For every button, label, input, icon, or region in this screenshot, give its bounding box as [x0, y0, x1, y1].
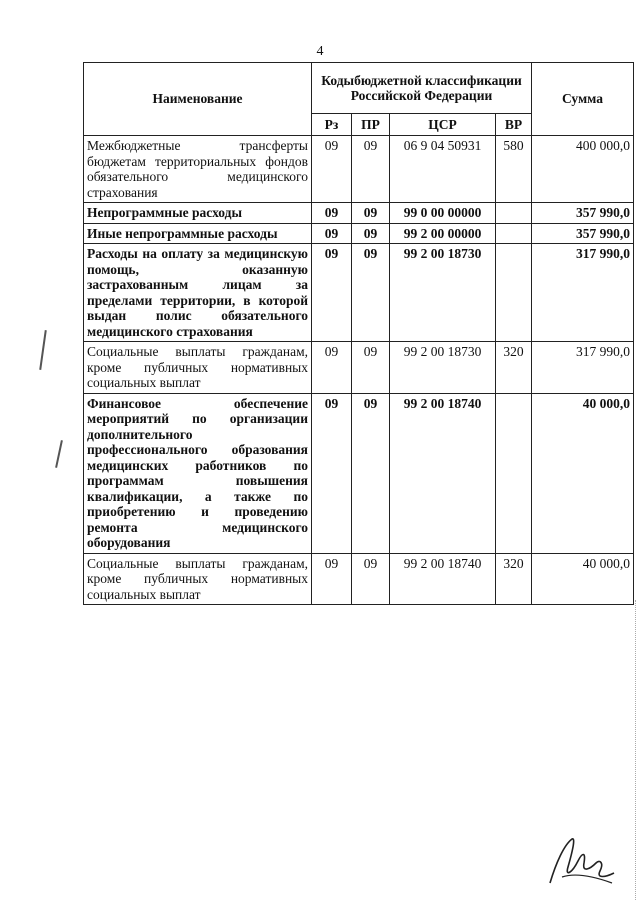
row-name: Социальные выплаты гражданам, кроме публичных нормативных социальных выплат: [84, 342, 312, 394]
row-pr: 09: [352, 203, 390, 224]
table-header-row: [84, 63, 634, 114]
row-name: Непрограммные расходы: [84, 203, 312, 224]
row-vr: [496, 244, 532, 342]
header-rz: Рз: [312, 114, 352, 136]
header-sum: Сумма: [532, 63, 634, 136]
row-vr: [496, 203, 532, 224]
row-csr: 99 0 00 00000: [390, 203, 496, 224]
row-pr: 09: [352, 244, 390, 342]
row-name: Межбюджетные трансферты бюджетам территориальных фондов обязательного медицинского страхования: [84, 136, 312, 203]
row-name: Иные непрограммные расходы: [84, 223, 312, 244]
row-pr: 09: [352, 342, 390, 394]
row-csr: 99 2 00 00000: [390, 223, 496, 244]
row-rz: 09: [312, 223, 352, 244]
table-row: [84, 244, 634, 342]
row-csr: 99 2 00 18730: [390, 244, 496, 342]
row-sum: 357 990,0: [532, 203, 634, 224]
row-pr: 09: [352, 393, 390, 553]
row-csr: 99 2 00 18740: [390, 393, 496, 553]
row-vr: [496, 223, 532, 244]
row-name: Социальные выплаты гражданам, кроме публичных нормативных социальных выплат: [84, 553, 312, 605]
table-row: [84, 136, 634, 203]
page-edge: [633, 600, 636, 900]
row-sum: 317 990,0: [532, 342, 634, 394]
row-pr: 09: [352, 223, 390, 244]
row-rz: 09: [312, 244, 352, 342]
row-sum: 357 990,0: [532, 223, 634, 244]
row-rz: 09: [312, 203, 352, 224]
row-sum: 317 990,0: [532, 244, 634, 342]
row-vr: [496, 393, 532, 553]
row-pr: 09: [352, 553, 390, 605]
row-vr: 580: [496, 136, 532, 203]
row-rz: 09: [312, 393, 352, 553]
row-name: Расходы на оплату за медицинскую помощь, оказанную застрахованным лицам за пределами территории, в которой выдан полис обязательного медицинского страхования: [84, 244, 312, 342]
row-rz: 09: [312, 136, 352, 203]
row-sum: 40 000,0: [532, 553, 634, 605]
row-sum: 400 000,0: [532, 136, 634, 203]
row-sum: 40 000,0: [532, 393, 634, 553]
row-rz: 09: [312, 342, 352, 394]
row-vr: 320: [496, 342, 532, 394]
row-name: Финансовое обеспечение мероприятий по организации дополнительного профессионального образования медицинских работников по программам повышения квалификации, а также по приобретению и проведению ремонта медицинского оборудования: [84, 393, 312, 553]
table-row: [84, 223, 634, 244]
scan-mark: [39, 330, 47, 370]
row-csr: 99 2 00 18740: [390, 553, 496, 605]
row-vr: 320: [496, 553, 532, 605]
budget-table: [83, 62, 634, 605]
page-number: 4: [316, 44, 324, 59]
header-csr: ЦСР: [390, 114, 496, 136]
signature-image: [542, 833, 622, 893]
table-row: [84, 553, 634, 605]
header-name: Наименование: [84, 63, 312, 136]
table-row: [84, 203, 634, 224]
row-rz: 09: [312, 553, 352, 605]
header-vr: ВР: [496, 114, 532, 136]
table-row: [84, 342, 634, 394]
row-pr: 09: [352, 136, 390, 203]
header-pr: ПР: [352, 114, 390, 136]
table-row: [84, 393, 634, 553]
scan-mark: [55, 440, 63, 468]
header-codes: Кодыбюджетной классификации Российской Федерации: [312, 63, 532, 114]
row-csr: 06 9 04 50931: [390, 136, 496, 203]
row-csr: 99 2 00 18730: [390, 342, 496, 394]
